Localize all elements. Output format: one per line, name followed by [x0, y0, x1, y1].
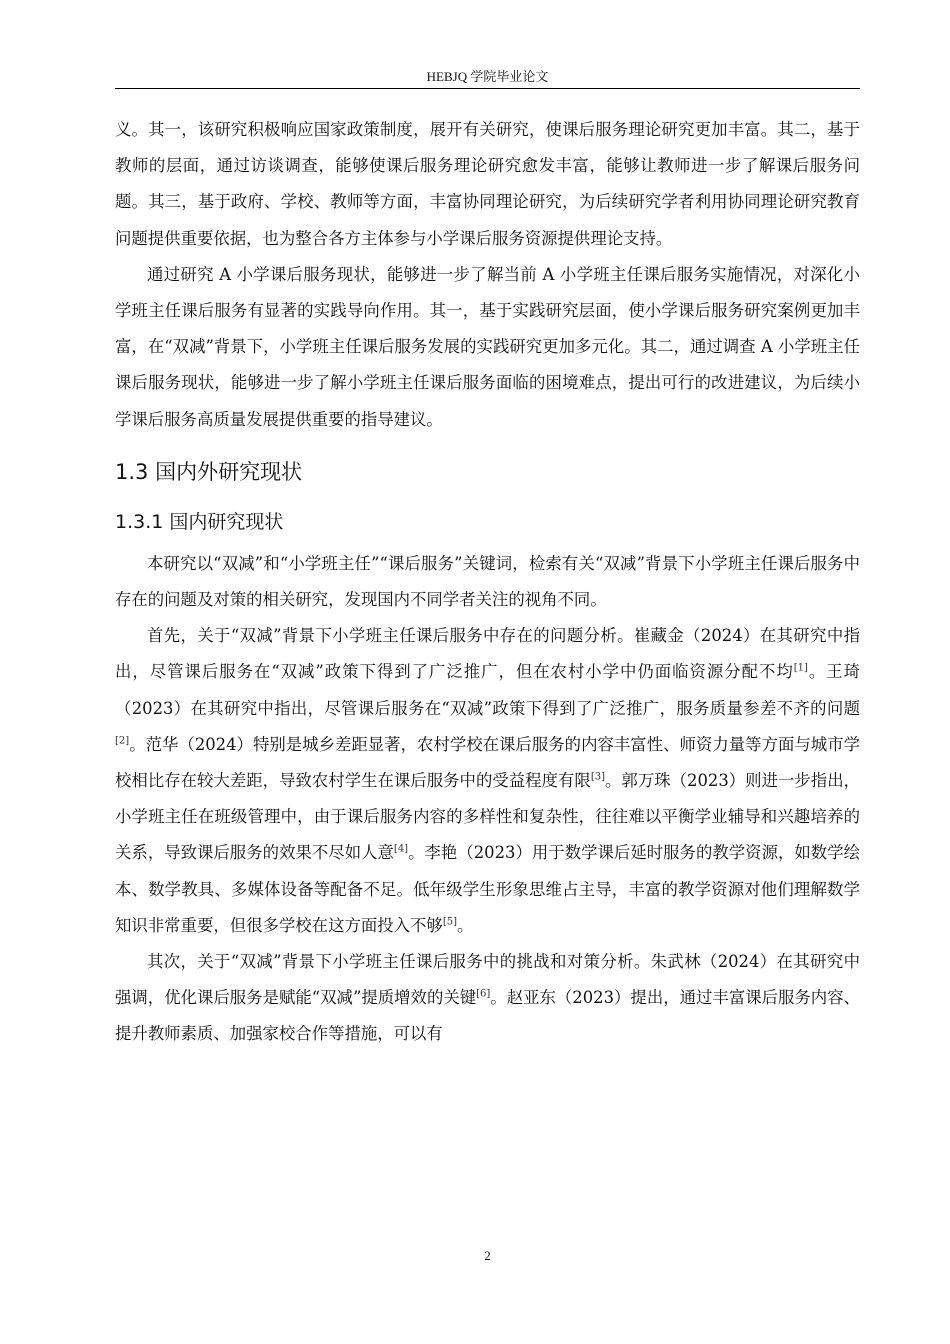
text-segment: 。郭万珠（2023）则进一步指出，小学班主任在班级管理中，由于课后服务内容的多样性和复杂性，往往难以平衡学业辅导和兴趣培养的关系，导致课后服务的效果不尽如人意: [115, 771, 861, 863]
text-segment: 。李艳（2023）用于数学课后延时服务的教学资源，如数学绘本、数学教具、多媒体设备等配备不足。低年级学生形象思维占主导，丰富的教学资源对他们理解数学知识非常重要，但很多学校在这方面投入不够: [115, 843, 860, 935]
text-segment: 其次，关于“双减”背景下小学班主任课后服务中的挑战和对策分析。朱武林（2024）在其研究中强调，优化课后服务是赋能“双减”提质增效的关键: [115, 952, 860, 1008]
paragraph-intro: 本研究以“双减”和“小学班主任”“课后服务”关键词，检索有关“双减”背景下小学班主任课后服务中存在的问题及对策的相关研究，发现国内不同学者关注的视角不同。: [115, 553, 860, 610]
citation-ref: [5]: [442, 916, 457, 928]
text-segment: 。范华（2024）特别是城乡差距显著，农村学校在课后服务的内容丰富性、师资力量等方面与城市学校相比存在较大差距，导致农村学生在课后服务中的受益程度有限: [115, 734, 860, 791]
citation-ref: [1]: [793, 662, 808, 674]
citation-ref: [6]: [476, 988, 491, 1000]
section-heading: 1.3 国内外研究现状: [115, 459, 303, 484]
subsection-heading: 1.3.1 国内研究现状: [115, 510, 284, 533]
header-divider: [115, 88, 860, 89]
paragraph-significance-practice: 通过研究 A 小学课后服务现状，能够进一步了解当前 A 小学班主任课后服务实施情况，对深化小学班主任课后服务有显著的实践导向作用。其一，基于实践研究层面，使小学课后服务研究案例更加丰富，在“双减”背景下，小学班主任课后服务发展的实践研究更加多元化。其二，通过调查 A 小学班主任课后服务现状，能够进一步了解小学班主任课后服务面临的困境难点，提出可行的改进建议，为后续小学课后服务高质量发展提供重要的指导建议。: [115, 264, 860, 429]
citation-ref: [3]: [590, 771, 605, 783]
text-segment: 。赵亚东（2023）提出，通过丰富课后服务内容、提升教师素质、加强家校合作等措施，可以有: [115, 988, 860, 1044]
paragraph-challenges: [115, 944, 860, 1053]
paragraph-significance-theory: 义。其一，该研究积极响应国家政策制度，展开有关研究，使课后服务理论研究更加丰富。其二，基于教师的层面，通过访谈调查，能够使课后服务理论研究愈发丰富，能够让教师进一步了解课后服务问题。其三，基于政府、学校、教师等方面，丰富协同理论研究，为后续研究学者利用协同理论研究教育问题提供重要依据，也为整合各方主体参与小学课后服务资源提供理论支持。: [115, 120, 860, 248]
citation-ref: [4]: [393, 843, 409, 855]
text-segment: 。: [456, 915, 474, 935]
body-text: [115, 112, 860, 1053]
running-header: HEBJQ 学院毕业论文: [426, 69, 549, 84]
text-segment: 首先，关于“双减”背景下小学班主任课后服务中存在的问题分析。崔藏金（2024）在其研究中指出，尽管课后服务在“双减”政策下得到了广泛推广，但在农村小学中仍面临资源分配不均: [115, 626, 860, 682]
citation-ref: [2]: [115, 735, 130, 747]
text-segment: 。王琦（2023）在其研究中指出，尽管课后服务在“双减”政策下得到了广泛推广，服务质量参差不齐的问题: [115, 662, 860, 718]
paragraph-problems: [115, 618, 860, 944]
page-number: 2: [484, 1248, 491, 1263]
